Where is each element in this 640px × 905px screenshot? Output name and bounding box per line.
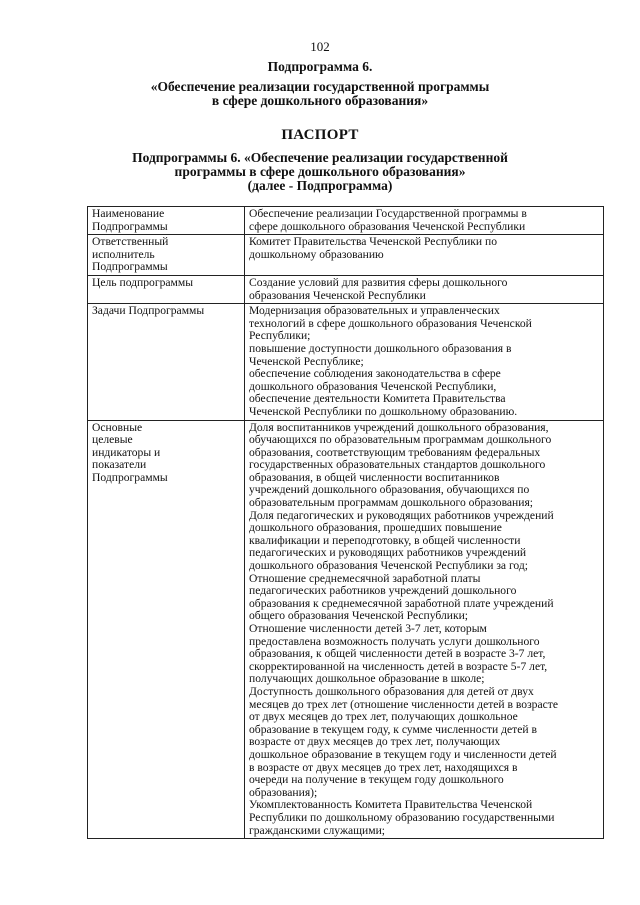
row-value-line: Республики по дошкольному образованию государственными [249, 810, 555, 824]
row-value-line: дошкольное образование в текущем году и численности детей [249, 747, 557, 761]
row-value-line: повышение доступности дошкольного образования в [249, 341, 512, 355]
row-value-line: Доступность дошкольного образования для детей от двух [249, 684, 534, 698]
row-value-line: скорректированной на численность детей в возрасте 5-7 лет, [249, 659, 548, 673]
row-label-cell [88, 304, 245, 420]
passport-title: ПАСПОРТ [281, 127, 359, 143]
row-value-line: обучающихся по образовательным программам дошкольного [249, 433, 552, 447]
row-value-line: гражданскими служащими; [249, 823, 386, 837]
row-value-line: месяцев до трех лет (отношение численности детей в возрасте [249, 697, 558, 711]
subprogram-subtitle-line: «Обеспечение реализации государственной программы [150, 79, 490, 94]
row-value-line: учреждений дошкольного образования, обучающихся по [249, 483, 530, 497]
row-value-line: Укомплектованность Комитета Правительства Чеченской [249, 798, 533, 812]
row-value-cell [245, 235, 604, 276]
row-value-line: образования к среднемесячной заработной плате учреждений [249, 596, 554, 610]
row-value-line: образования Чеченской Республики [249, 288, 426, 302]
row-value-line: квалификации и переподготовку, в общей численности [249, 533, 521, 547]
row-label-cell [88, 420, 245, 839]
row-value-line: Отношение численности детей 3-7 лет, которым [249, 622, 487, 635]
row-value-line: Обеспечение реализации Государственной программы в [249, 207, 527, 220]
table-row [88, 420, 604, 839]
row-value-line: общего образования Чеченской Республики; [249, 609, 469, 623]
row-value-line: образовательным программам дошкольного образования; [249, 496, 534, 510]
table-row [88, 235, 604, 276]
row-label-cell [88, 275, 245, 303]
row-label-cell [88, 235, 245, 276]
row-label-cell [88, 207, 245, 235]
row-label-line: индикаторы и [92, 445, 161, 459]
table-row [88, 207, 604, 235]
row-value-line: дошкольного образования, прошедших повышение [249, 521, 502, 535]
row-value-line: дошкольному образованию [249, 247, 384, 261]
row-label-line: Цель подпрограммы [92, 275, 194, 289]
row-value-line: Отношение среднемесячной заработной платы [249, 571, 481, 585]
row-label-line: исполнитель [92, 247, 155, 261]
row-value-line: Модернизация образовательных и управленческих [249, 304, 500, 318]
row-label-line: целевые [92, 433, 133, 447]
row-value-cell [245, 420, 604, 839]
row-value-line: обеспечение деятельности Комитета Правительства [249, 392, 506, 406]
row-value-line: технологий в сфере дошкольного образования Чеченской [249, 316, 532, 330]
row-label-line: Подпрограммы [92, 260, 168, 274]
page-number: 102 [310, 39, 330, 54]
row-value-line: педагогических и руководящих работников учреждений [249, 546, 527, 560]
row-value-cell [245, 304, 604, 420]
row-value-line: Республики; [249, 329, 311, 343]
row-value-line: от двух месяцев до трех лет, получающих дошкольное [249, 710, 518, 724]
row-value-line: предоставлена возможность получать услуги дошкольного [249, 634, 540, 648]
subprogram-subtitle-line: в сфере дошкольного образования» [211, 93, 429, 108]
row-label-line: Подпрограммы [92, 219, 168, 233]
table-row [88, 275, 604, 303]
row-value-line: сфере дошкольного образования Чеченской Республики [249, 219, 526, 233]
row-value-line: Чеченской Республике; [249, 354, 364, 368]
row-value-line: Чеченской Республики по дошкольному образованию. [249, 404, 518, 418]
passport-subtitle [0, 151, 640, 193]
row-label-line: Наименование [92, 207, 165, 220]
row-value-line: педагогических работников учреждений дошкольного [249, 584, 517, 598]
row-value-line: обеспечение соблюдения законодательства в сфере [249, 367, 501, 381]
row-label-line: Подпрограммы [92, 470, 168, 484]
passport-table [87, 206, 604, 839]
row-value-line: государственных образовательных стандартов дошкольного [249, 458, 546, 472]
row-value-line: образования); [249, 785, 318, 799]
row-value-line: образования, соответствующим требованиям федеральных [249, 445, 541, 459]
row-value-cell [245, 275, 604, 303]
passport-table-body [88, 207, 604, 839]
subprogram-heading: Подпрограмма 6. [267, 59, 373, 74]
row-label-line: Ответственный [92, 235, 169, 249]
row-value-line: дошкольного образования Чеченской Республики за год; [249, 559, 528, 573]
table-row [88, 304, 604, 420]
row-value-line: получающих дошкольное образование в школе; [249, 672, 485, 686]
passport-subtitle-line: Подпрограммы 6. «Обеспечение реализации государственной [132, 150, 508, 165]
row-value-line: очереди на получение в текущем году дошкольного [249, 773, 504, 787]
row-value-cell [245, 207, 604, 235]
row-value-line: Доля воспитанников учреждений дошкольного образования, [249, 420, 549, 434]
row-value-line: образования, к общей численности детей в возрасте 3-7 лет, [249, 647, 546, 661]
row-label-line: Основные [92, 420, 143, 434]
row-value-line: возрасте от двух месяцев до трех лет, получающих [249, 735, 501, 749]
row-value-line: в возрасте от двух месяцев до трех лет, находящихся в [249, 760, 518, 774]
row-value-line: образование в текущем году, к сумме численности детей в [249, 722, 537, 736]
row-label-line: показатели [92, 458, 147, 472]
passport-subtitle-line: программы в сфере дошкольного образования» [174, 164, 466, 179]
passport-subtitle-line: (далее - Подпрограмма) [247, 178, 393, 193]
row-label-line: Задачи Подпрограммы [92, 304, 205, 318]
row-value-line: дошкольного образования Чеченской Республики, [249, 379, 497, 393]
subprogram-subtitle [0, 80, 640, 108]
row-value-line: Комитет Правительства Чеченской Республики по [249, 235, 498, 249]
row-value-line: Доля педагогических и руководящих работников учреждений [249, 508, 554, 522]
row-value-line: образования, в общей численности воспитанников [249, 470, 500, 484]
row-value-line: Создание условий для развития сферы дошкольного [249, 275, 508, 289]
